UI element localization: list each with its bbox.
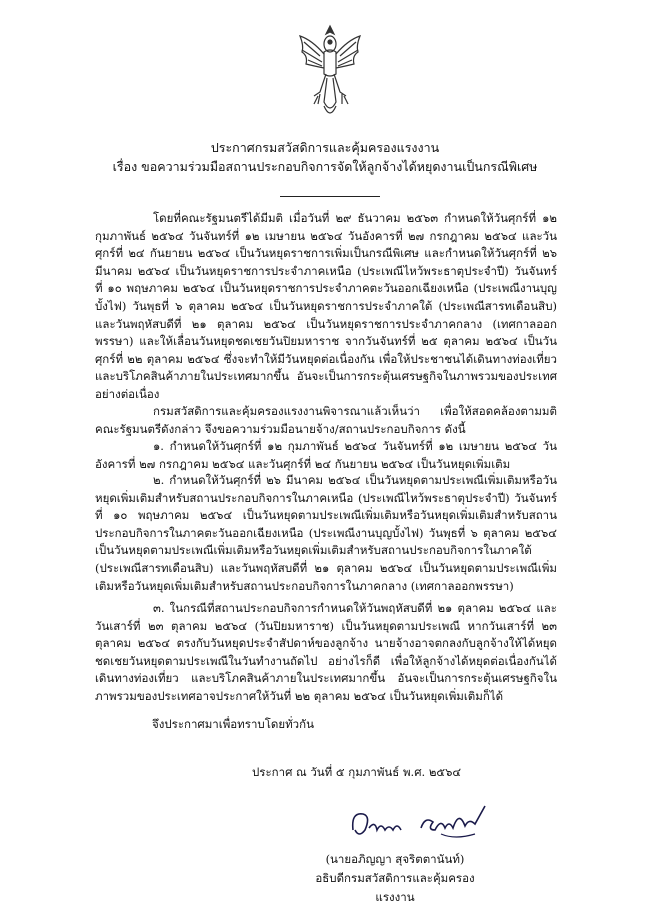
announcement-date: ประกาศ ณ วันที่ ๕ กุมภาพันธ์ พ.ศ. ๒๕๖๔	[252, 765, 462, 779]
divider	[280, 196, 380, 197]
handwritten-signature	[345, 800, 495, 845]
item-1: ๑. กำหนดให้วันศุกร์ที่ ๑๒ กุมภาพันธ์ ๒๕๖๔ วันจันทร์ที่ ๑๒ เมษายน ๒๕๖๔ วันอังคารที่ ๒๗ กรกฎาคม ๒๕๖๔ และวันศุกร์ที่ ๒๔ กันยายน ๒๕๖๔ เป็นวันหยุดเพิ่มเติม	[95, 439, 557, 471]
signatory-name: (นายอภิญญา สุจริตตานันท์)	[325, 852, 465, 866]
closing-line: จึงประกาศมาเพื่อทราบโดยทั่วกัน	[152, 717, 314, 731]
subject-line: เรื่อง ขอความร่วมมือสถานประกอบกิจการจัดให้ลูกจ้างได้หยุดงานเป็นกรณีพิเศษ	[112, 159, 538, 174]
paragraph-consideration: กรมสวัสดิการและคุ้มครองแรงงานพิจารณาแล้วเห็นว่า เพื่อให้สอดคล้องตามมติคณะรัฐมนตรีดังกล่าว จึงขอความร่วมมือนายจ้าง/สถานประกอบกิจการ ดังนี้	[95, 404, 557, 436]
paragraph-intro: โดยที่คณะรัฐมนตรีได้มีมติ เมื่อวันที่ ๒๙ ธันวาคม ๒๕๖๓ กำหนดให้วันศุกร์ที่ ๑๒ กุมภาพันธ์ ๒๕๖๔ วันจันทร์ที่ ๑๒ เมษายน ๒๕๖๔ วันอังคารที่ ๒๗ กรกฎาคม ๒๕๖๔ และวันศุกร์ที่ ๒๔ กันยายน ๒๕๖๔ เป็นวันหยุดราชการเพิ่มเป็นกรณีพิเศษ และกำหนดให้วันศุกร์ที่ ๒๖ มีนาคม ๒๕๖๔ เป็นวันหยุดราชการประจำภาคเหนือ (ประเพณีไหว้พระธาตุประจำปี) วันจันทร์ที่ ๑๐ พฤษภาคม ๒๕๖๔ เป็นวันหยุดราชการประจำภาคตะวันออกเฉียงเหนือ (ประเพณีงานบุญบั้งไฟ) วันพุธที่ ๖ ตุลาคม ๒๕๖๔ เป็นวันหยุดราชการประจำภาคใต้ (ประเพณีสารทเดือนสิบ) และวันพฤหัสบดีที่ ๒๑ ตุลาคม ๒๕๖๔ เป็นวันหยุดราชการประจำภาคกลาง (เทศกาลออกพรรษา) และให้เลื่อนวันหยุดชดเชยวันปิยมหาราช จากวันจันทร์ที่ ๒๕ ตุลาคม ๒๕๖๔ เป็นวันศุกร์ที่ ๒๒ ตุลาคม ๒๕๖๔ ซึ่งจะทำให้มีวันหยุดต่อเนื่องกัน เพื่อให้ประชาชนได้เดินทางท่องเที่ยวและบริโภคสินค้าภายในประเทศมากขึ้น อันจะเป็นการกระตุ้นเศรษฐกิจในภาพรวมของประเทศอย่างต่อเนื่อง	[95, 211, 557, 401]
signatory-title: อธิบดีกรมสวัสดิการและคุ้มครองแรงงาน	[315, 871, 475, 904]
garuda-emblem-icon	[294, 22, 366, 122]
agency-title: ประกาศกรมสวัสดิการและคุ้มครองแรงงาน	[210, 140, 440, 155]
item-2: ๒. กำหนดให้วันศุกร์ที่ ๒๖ มีนาคม ๒๕๖๔ เป็นวันหยุดตามประเพณีเพิ่มเติมหรือวันหยุดเพิ่มเติมสำหรับสถานประกอบกิจการในภาคเหนือ (ประเพณีไหว้พระธาตุประจำปี) วันจันทร์ที่ ๑๐ พฤษภาคม ๒๕๖๔ เป็นวันหยุดตามประเพณีเพิ่มเติมหรือวันหยุดเพิ่มเติมสำหรับสถานประกอบกิจการในภาคตะวันออกเฉียงเหนือ (ประเพณีงานบุญบั้งไฟ) วันพุธที่ ๖ ตุลาคม ๒๕๖๔ เป็นวันหยุดตามประเพณีเพิ่มเติมหรือวันหยุดเพิ่มเติมสำหรับสถานประกอบกิจการในภาคใต้ (ประเพณีสารทเดือนสิบ) และวันพฤหัสบดีที่ ๒๑ ตุลาคม ๒๕๖๔ เป็นวันหยุดตามประเพณีเพิ่มเติมหรือวันหยุดเพิ่มเติมสำหรับสถานประกอบกิจการในภาคกลาง (เทศกาลออกพรรษา)	[95, 473, 557, 593]
item-3: ๓. ในกรณีที่สถานประกอบกิจการกำหนดให้วันพฤหัสบดีที่ ๒๑ ตุลาคม ๒๕๖๔ และวันเสาร์ที่ ๒๓ ตุลาคม ๒๕๖๔ (วันปิยมหาราช) เป็นวันหยุดตามประเพณี หากวันเสาร์ที่ ๒๓ ตุลาคม ๒๕๖๔ ตรงกับวันหยุดประจำสัปดาห์ของลูกจ้าง นายจ้างอาจตกลงกับลูกจ้างให้ได้หยุดชดเชยวันหยุดตามประเพณีในวันทำงานถัดไป อย่างไรก็ดี เพื่อให้ลูกจ้างได้หยุดต่อเนื่องกันได้เดินทางท่องเที่ยว และบริโภคสินค้าภายในประเทศมากขึ้น อันจะเป็นการกระตุ้นเศรษฐกิจในภาพรวมของประเทศอาจประกาศให้วันที่ ๒๒ ตุลาคม ๒๕๖๔ เป็นวันหยุดเพิ่มเติมก็ได้	[95, 601, 557, 703]
